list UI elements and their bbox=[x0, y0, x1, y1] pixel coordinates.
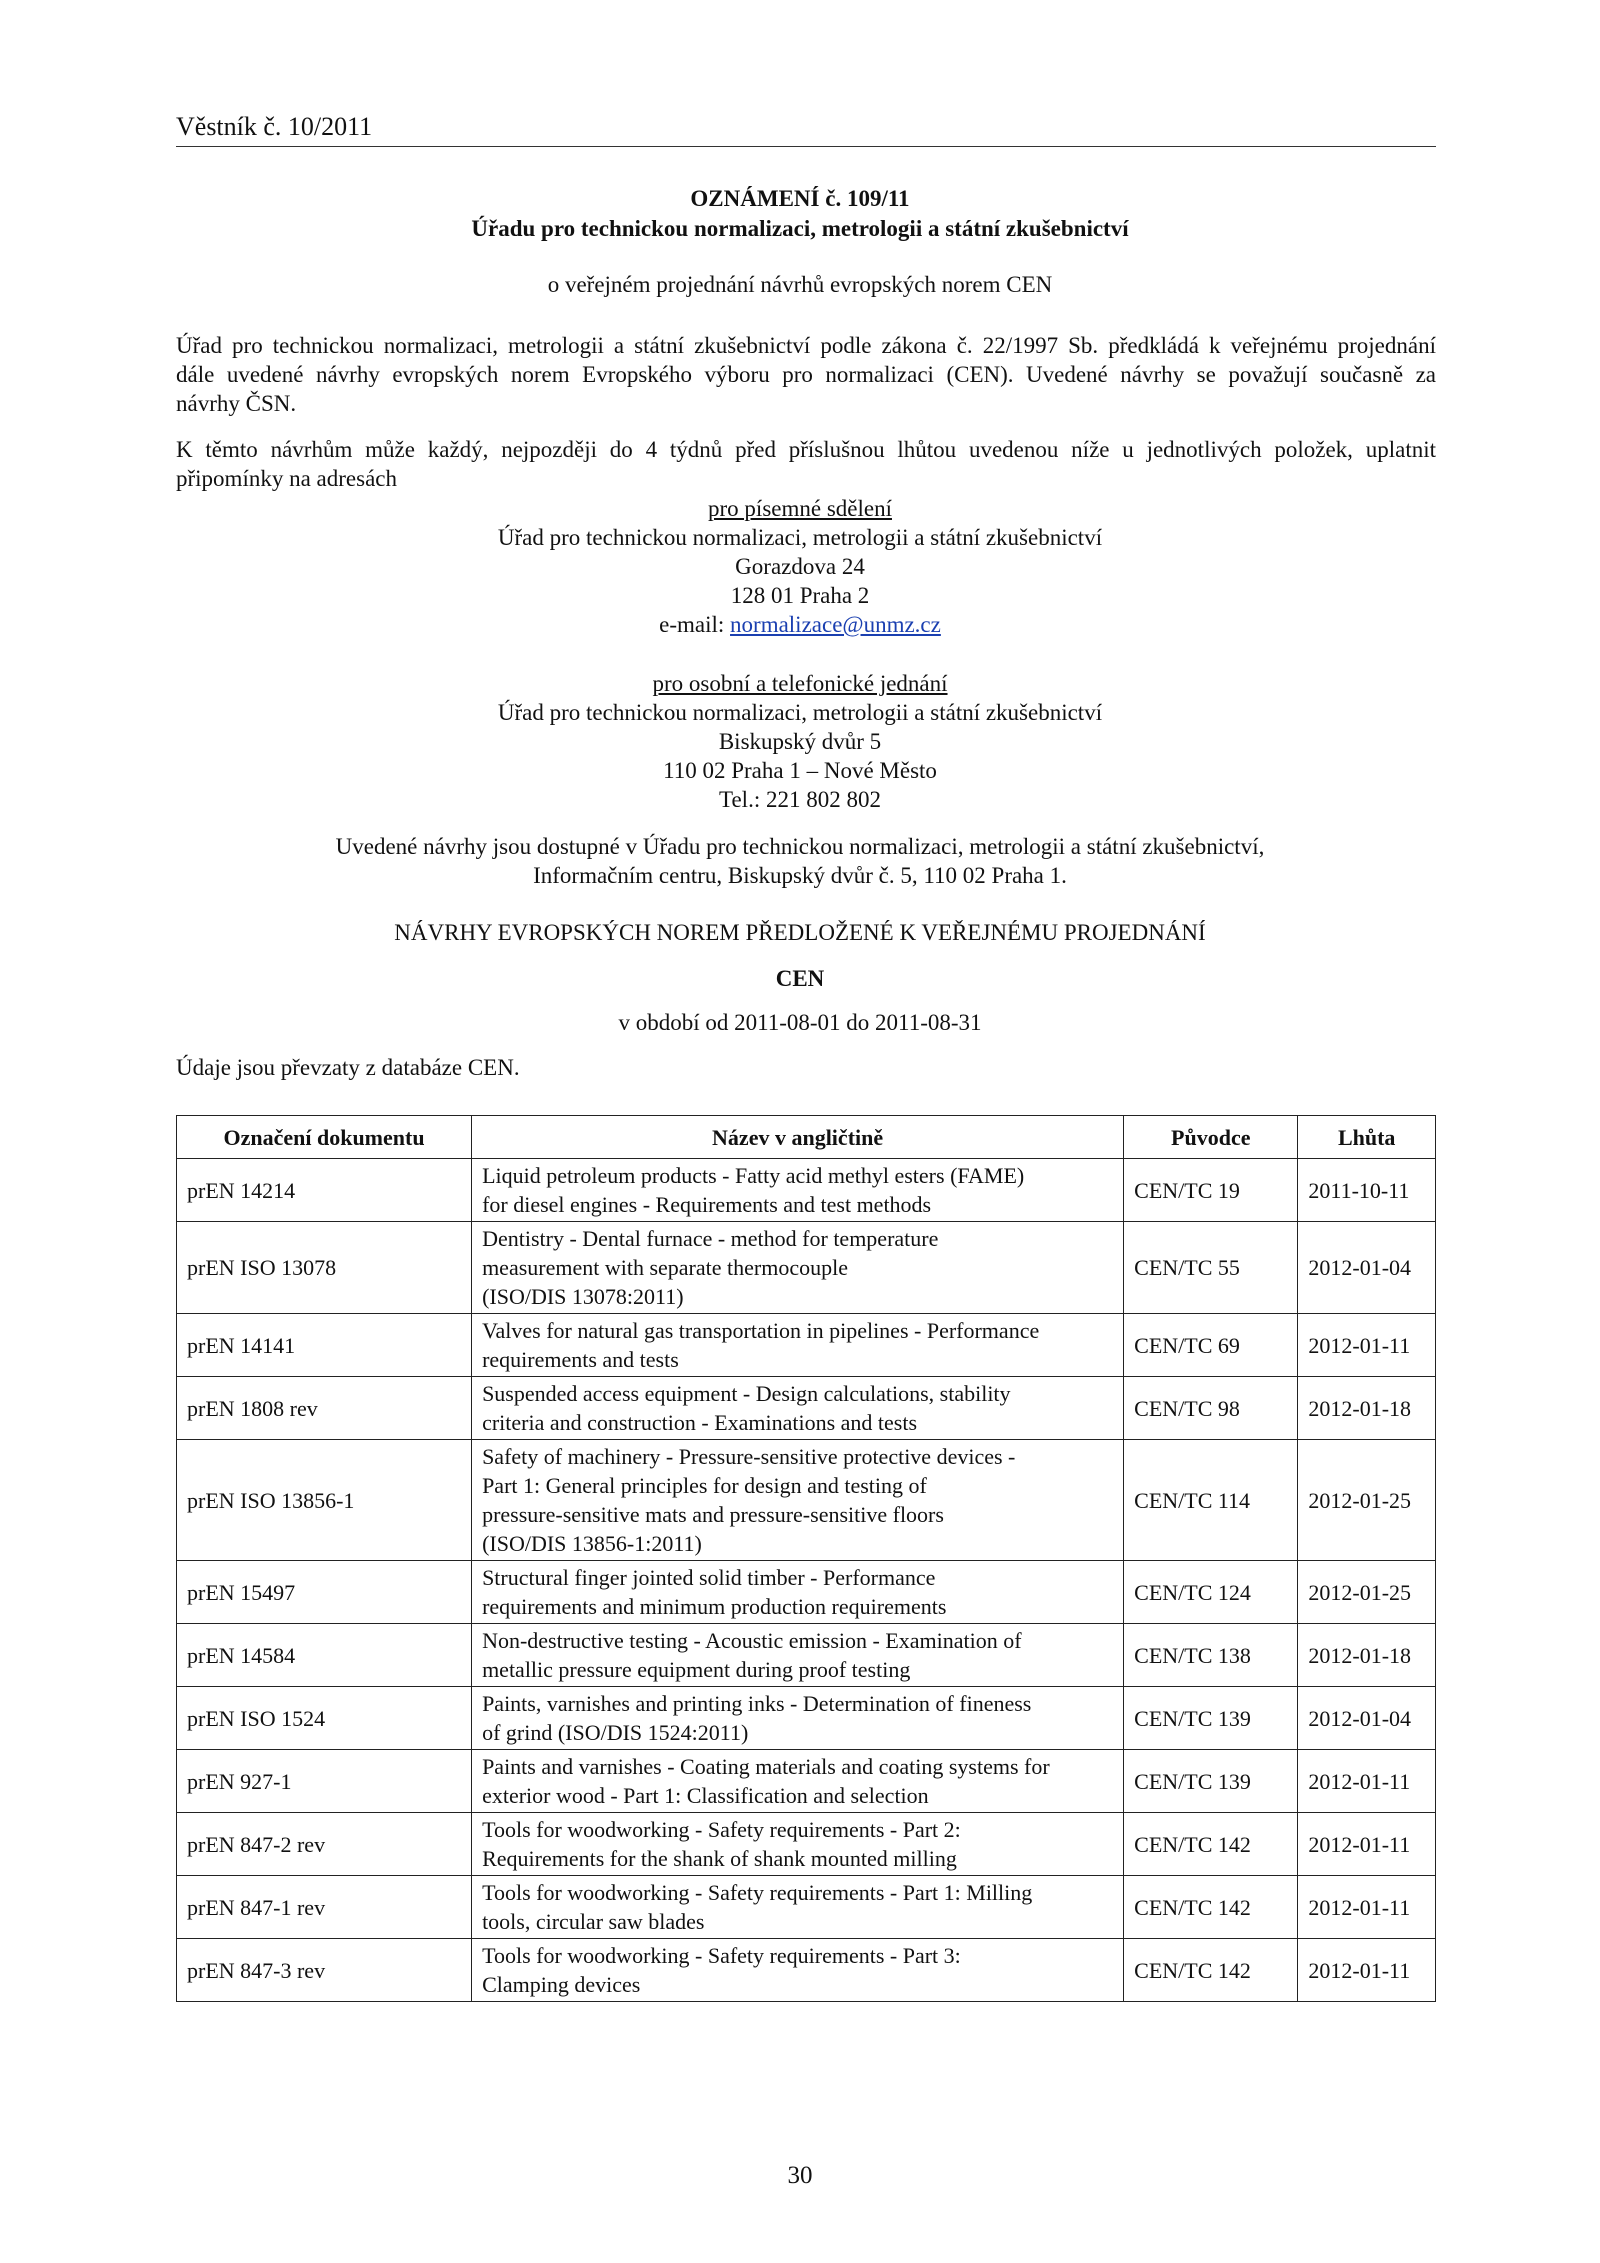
title-line: requirements and tests bbox=[482, 1347, 679, 1372]
section-title: NÁVRHY EVROPSKÝCH NOREM PŘEDLOŽENÉ K VEŘEJNÉMU PROJEDNÁNÍ bbox=[394, 920, 1206, 945]
document-title-cell bbox=[472, 1314, 1124, 1377]
availability-line-1: Uvedené návrhy jsou dostupné v Úřadu pro technickou normalizaci, metrologii a státní zkušebnictví, bbox=[335, 834, 1265, 859]
personal-contact-phone: Tel.: 221 802 802 bbox=[719, 787, 881, 812]
deadline-cell: 2012-01-18 bbox=[1298, 1624, 1436, 1687]
document-title-cell bbox=[472, 1687, 1124, 1750]
document-title-cell bbox=[472, 1377, 1124, 1440]
document-id-cell: prEN 1808 rev bbox=[177, 1377, 472, 1440]
title-line: Tools for woodworking - Safety requirements - Part 1: Milling bbox=[482, 1880, 1033, 1905]
intro-line-1: Úřad pro technickou normalizaci, metrologii a státní zkušebnictví podle zákona č. 22/1997 Sb. předkládá k veřejnému projednání bbox=[176, 333, 1436, 358]
title-line: criteria and construction - Examinations and tests bbox=[482, 1410, 918, 1435]
table-row bbox=[177, 1561, 1436, 1624]
table-row bbox=[177, 1813, 1436, 1876]
comments-line-2: připomínky na adresách bbox=[176, 466, 397, 491]
origin-cell: CEN/TC 55 bbox=[1124, 1222, 1298, 1314]
notice-office: Úřadu pro technickou normalizaci, metrologii a státní zkušebnictví bbox=[471, 216, 1129, 241]
origin-cell: CEN/TC 139 bbox=[1124, 1750, 1298, 1813]
title-line: Valves for natural gas transportation in pipelines - Performance bbox=[482, 1318, 1040, 1343]
title-line: Paints, varnishes and printing inks - Determination of fineness bbox=[482, 1691, 1032, 1716]
personal-contact-heading: pro osobní a telefonické jednání bbox=[652, 671, 948, 696]
table-row bbox=[177, 1624, 1436, 1687]
draft-standards-table bbox=[176, 1115, 1436, 2002]
origin-cell: CEN/TC 114 bbox=[1124, 1440, 1298, 1561]
origin-cell: CEN/TC 69 bbox=[1124, 1314, 1298, 1377]
document-title-cell bbox=[472, 1813, 1124, 1876]
written-contact-heading: pro písemné sdělení bbox=[708, 496, 892, 521]
origin-cell: CEN/TC 142 bbox=[1124, 1813, 1298, 1876]
journal-title: Věstník č. 10/2011 bbox=[176, 112, 373, 141]
title-line: Dentistry - Dental furnace - method for temperature bbox=[482, 1226, 939, 1251]
deadline-cell: 2011-10-11 bbox=[1298, 1159, 1436, 1222]
title-line: Suspended access equipment - Design calculations, stability bbox=[482, 1381, 1011, 1406]
header-divider bbox=[176, 146, 1436, 147]
origin-cell: CEN/TC 19 bbox=[1124, 1159, 1298, 1222]
email-link[interactable]: normalizace@unmz.cz bbox=[730, 612, 941, 637]
deadline-cell: 2012-01-11 bbox=[1298, 1876, 1436, 1939]
table-row bbox=[177, 1159, 1436, 1222]
table-row bbox=[177, 1876, 1436, 1939]
title-line: (ISO/DIS 13856-1:2011) bbox=[482, 1531, 702, 1556]
title-line: Liquid petroleum products - Fatty acid methyl esters (FAME) bbox=[482, 1163, 1025, 1188]
table-row bbox=[177, 1687, 1436, 1750]
col-header-origin: Původce bbox=[1124, 1116, 1298, 1159]
deadline-cell: 2012-01-18 bbox=[1298, 1377, 1436, 1440]
document-id-cell: prEN 15497 bbox=[177, 1561, 472, 1624]
section-period: v období od 2011-08-01 do 2011-08-31 bbox=[618, 1010, 982, 1035]
deadline-cell: 2012-01-11 bbox=[1298, 1813, 1436, 1876]
title-line: Requirements for the shank of shank mounted milling bbox=[482, 1846, 957, 1871]
origin-cell: CEN/TC 98 bbox=[1124, 1377, 1298, 1440]
email-label: e-mail: bbox=[659, 612, 731, 637]
document-title-cell bbox=[472, 1561, 1124, 1624]
document-title-cell bbox=[472, 1876, 1124, 1939]
title-line: Part 1: General principles for design and testing of bbox=[482, 1473, 927, 1498]
col-header-deadline: Lhůta bbox=[1298, 1116, 1436, 1159]
title-line: (ISO/DIS 13078:2011) bbox=[482, 1284, 684, 1309]
title-line: pressure-sensitive mats and pressure-sensitive floors bbox=[482, 1502, 944, 1527]
title-line: of grind (ISO/DIS 1524:2011) bbox=[482, 1720, 749, 1745]
personal-contact-city: 110 02 Praha 1 – Nové Město bbox=[663, 758, 937, 783]
deadline-cell: 2012-01-11 bbox=[1298, 1314, 1436, 1377]
title-line: Tools for woodworking - Safety requirements - Part 2: bbox=[482, 1817, 961, 1842]
origin-cell: CEN/TC 138 bbox=[1124, 1624, 1298, 1687]
written-contact-office: Úřad pro technickou normalizaci, metrologii a státní zkušebnictví bbox=[497, 525, 1103, 550]
document-title-cell bbox=[472, 1624, 1124, 1687]
section-org: CEN bbox=[775, 966, 825, 991]
document-title-cell bbox=[472, 1750, 1124, 1813]
document-id-cell: prEN 14214 bbox=[177, 1159, 472, 1222]
document-id-cell: prEN ISO 13856-1 bbox=[177, 1440, 472, 1561]
notice-number: OZNÁMENÍ č. 109/11 bbox=[690, 186, 910, 211]
document-id-cell: prEN ISO 13078 bbox=[177, 1222, 472, 1314]
title-line: for diesel engines - Requirements and test methods bbox=[482, 1192, 932, 1217]
table-row bbox=[177, 1939, 1436, 2002]
deadline-cell: 2012-01-25 bbox=[1298, 1561, 1436, 1624]
title-line: Paints and varnishes - Coating materials and coating systems for bbox=[482, 1754, 1050, 1779]
origin-cell: CEN/TC 139 bbox=[1124, 1687, 1298, 1750]
document-id-cell: prEN 847-2 rev bbox=[177, 1813, 472, 1876]
source-note: Údaje jsou převzaty z databáze CEN. bbox=[176, 1055, 520, 1080]
document-id-cell: prEN 847-1 rev bbox=[177, 1876, 472, 1939]
written-contact-city: 128 01 Praha 2 bbox=[730, 583, 870, 608]
table-row bbox=[177, 1750, 1436, 1813]
title-line: Non-destructive testing - Acoustic emission - Examination of bbox=[482, 1628, 1022, 1653]
comments-line-1: K těmto návrhům může každý, nejpozději do 4 týdnů před příslušnou lhůtou uvedenou níže u jednotlivých položek, uplatnit bbox=[176, 437, 1436, 462]
origin-cell: CEN/TC 142 bbox=[1124, 1876, 1298, 1939]
title-line: metallic pressure equipment during proof testing bbox=[482, 1657, 911, 1682]
table-header-row bbox=[177, 1116, 1436, 1159]
table-row bbox=[177, 1314, 1436, 1377]
document-id-cell: prEN 14584 bbox=[177, 1624, 472, 1687]
written-contact-street: Gorazdova 24 bbox=[735, 554, 865, 579]
personal-contact-street: Biskupský dvůr 5 bbox=[718, 729, 882, 754]
col-header-title: Název v angličtině bbox=[472, 1116, 1124, 1159]
intro-line-3: návrhy ČSN. bbox=[176, 391, 297, 416]
document-id-cell: prEN 927-1 bbox=[177, 1750, 472, 1813]
title-line: Tools for woodworking - Safety requirements - Part 3: bbox=[482, 1943, 961, 1968]
written-contact-email-line bbox=[0, 612, 1600, 638]
intro-line-2: dále uvedené návrhy evropských norem Evropského výboru pro normalizaci (CEN). Uvedené návrhy se považují současně za bbox=[176, 362, 1436, 387]
origin-cell: CEN/TC 124 bbox=[1124, 1561, 1298, 1624]
table-row bbox=[177, 1440, 1436, 1561]
personal-contact-office: Úřad pro technickou normalizaci, metrologii a státní zkušebnictví bbox=[497, 700, 1103, 725]
title-line: Clamping devices bbox=[482, 1972, 641, 1997]
deadline-cell: 2012-01-11 bbox=[1298, 1939, 1436, 2002]
document-title-cell bbox=[472, 1440, 1124, 1561]
title-line: Structural finger jointed solid timber - Performance bbox=[482, 1565, 936, 1590]
deadline-cell: 2012-01-04 bbox=[1298, 1222, 1436, 1314]
deadline-cell: 2012-01-11 bbox=[1298, 1750, 1436, 1813]
document-title-cell bbox=[472, 1159, 1124, 1222]
document-title-cell bbox=[472, 1222, 1124, 1314]
title-line: exterior wood - Part 1: Classification and selection bbox=[482, 1783, 929, 1808]
availability-line-2: Informačním centru, Biskupský dvůr č. 5, 110 02 Praha 1. bbox=[533, 863, 1067, 888]
title-line: tools, circular saw blades bbox=[482, 1909, 705, 1934]
document-id-cell: prEN 847-3 rev bbox=[177, 1939, 472, 2002]
col-header-document: Označení dokumentu bbox=[177, 1116, 472, 1159]
page-number: 30 bbox=[787, 2162, 813, 2189]
deadline-cell: 2012-01-25 bbox=[1298, 1440, 1436, 1561]
deadline-cell: 2012-01-04 bbox=[1298, 1687, 1436, 1750]
origin-cell: CEN/TC 142 bbox=[1124, 1939, 1298, 2002]
notice-subject: o veřejném projednání návrhů evropských norem CEN bbox=[547, 272, 1053, 297]
title-line: requirements and minimum production requirements bbox=[482, 1594, 947, 1619]
title-line: measurement with separate thermocouple bbox=[482, 1255, 848, 1280]
document-id-cell: prEN 14141 bbox=[177, 1314, 472, 1377]
table-row bbox=[177, 1377, 1436, 1440]
document-id-cell: prEN ISO 1524 bbox=[177, 1687, 472, 1750]
document-title-cell bbox=[472, 1939, 1124, 2002]
title-line: Safety of machinery - Pressure-sensitive protective devices - bbox=[482, 1444, 1016, 1469]
table-row bbox=[177, 1222, 1436, 1314]
